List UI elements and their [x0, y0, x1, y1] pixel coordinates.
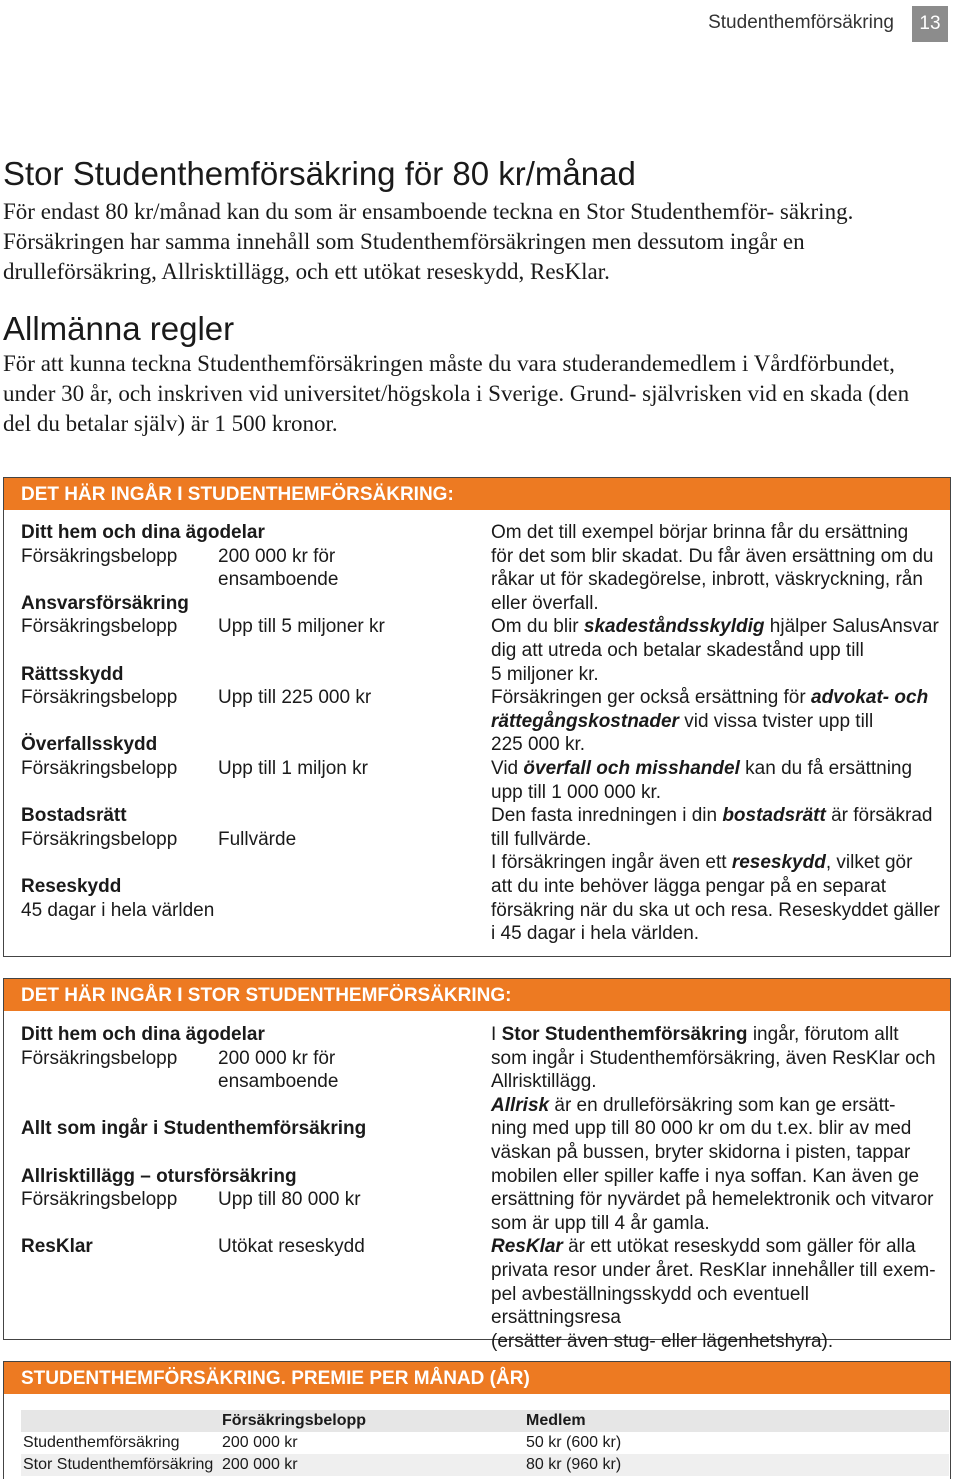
item-name: Reseskydd — [21, 875, 122, 897]
regler-heading: Allmänna regler — [3, 310, 235, 347]
item-value: Utökat reseskydd — [218, 1236, 365, 1258]
item-name: Allrisktillägg – otursförsäkring — [21, 1165, 297, 1187]
premium-box — [3, 1361, 951, 1479]
item-label: Försäkringsbelopp — [21, 616, 178, 638]
item-name: Ansvarsförsäkring — [21, 592, 189, 614]
stor-coverage-description: I Stor Studenthemförsäkring ingår, förutom allt som ingår i Studenthemförsäkring, även ResKlar och Allrisktillägg. Allrisk är en drulleförsäkring som kan ge ersätt- ning med upp till 80 000 kr om du t.ex. blir av med väskan på bussen, bryter skidorna i pisten, tappar mobilen eller spiller kaffe i nya soffan. Kan även ge ersättning för nyvärdet på hemelektronik och vitvaror som är upp till 4 år gamla. ResKlar är ett utökat reseskydd som gäller för alla privata resor under året. ResKlar innehåller till exem- pel avbeställningsskydd och eventuell ersättningsresa (ersätter även stug- eller lägenhetshyra). — [491, 1024, 936, 1352]
item-label: Försäkringsbelopp — [21, 1189, 178, 1211]
running-title: Studenthemförsäkring — [708, 12, 894, 33]
coverage-description: Om det till exempel börjar brinna får du ersättning för det som blir skadat. Du får även ersättning om du råkar ut för skadegörelse, inbrott, väskryckning, rån eller överfall. Om du blir skadeståndsskyldig hjälper SalusAnsvar dig att utreda och betalar skadestånd upp till 5 miljoner kr. Försäkringen ger också ersättning för advokat- och rättegångskostnader vid vissa tvister upp till 225 000 kr. Vid överfall och misshandel kan du få ersättning upp till 1 000 000 kr. Den fasta inredningen i din bostadsrätt är försäkrad till fullvärde. I försäkringen ingår även ett reseskydd, vilket gör att du inte behöver lägga pengar på en separat försäkring när du ska ut och resa. Reseskyddet gäller i 45 dagar i hela världen. — [491, 522, 940, 945]
premium-box-title: STUDENTHEMFÖRSÄKRING. PREMIE PER MÅNAD (ÅR) — [4, 1362, 950, 1394]
stor-text: För endast 80 kr/månad kan du som är ensamboende teckna en Stor Studenthemför- säkring. Försäkringen har samma innehåll som Studenthemförsäkringen men dessutom ingår en drulleförsäkring, Allrisktillägg, och ett utökat reseskydd, ResKlar. — [3, 199, 854, 284]
stor-coverage-box-title: DET HÄR INGÅR I STOR STUDENTHEMFÖRSÄKRING: — [4, 979, 950, 1011]
item-name: Rättsskydd — [21, 663, 124, 685]
column-header: Medlem — [526, 1412, 586, 1429]
coverage-box — [3, 477, 951, 957]
item-value: Upp till 1 miljon kr — [218, 757, 368, 779]
page-number: 13 — [912, 6, 948, 42]
item-name: Ditt hem och dina ägodelar — [21, 1024, 265, 1045]
item-label: Försäkringsbelopp — [21, 1047, 178, 1069]
table-header-row — [21, 1410, 949, 1432]
table-row: Studenthemförsäkring 200 000 kr 50 kr (600 kr) — [23, 1434, 622, 1451]
item-value: ensamboende — [218, 1071, 339, 1093]
item-label: Försäkringsbelopp — [21, 545, 178, 567]
item-value: 200 000 kr för — [218, 1047, 336, 1069]
item-value: Upp till 225 000 kr — [218, 687, 372, 709]
item-name: Bostadsrätt — [21, 805, 127, 827]
coverage-box-title: DET HÄR INGÅR I STUDENTHEMFÖRSÄKRING: — [4, 478, 950, 510]
item-name: Ditt hem och dina ägodelar — [21, 522, 265, 543]
item-value: ensamboende — [218, 569, 339, 591]
item-value: Upp till 80 000 kr — [218, 1189, 361, 1211]
item-value: 200 000 kr för — [218, 545, 336, 567]
page-header — [0, 0, 960, 48]
column-header: Försäkringsbelopp — [222, 1412, 367, 1429]
coverage-list — [21, 521, 461, 922]
item-label: Försäkringsbelopp — [21, 828, 178, 850]
stor-coverage-box — [3, 978, 951, 1352]
item-label: Försäkringsbelopp — [21, 687, 178, 709]
regler-text: För att kunna teckna Studenthemförsäkringen måste du vara studerandemedlem i Vårdförbundet, under 30 år, och inskriven vid universitet/högskola i Sverige. Grund- självrisken vid en skada (den del du betalar själv) är 1 500 kronor. — [3, 351, 910, 436]
table-row: Stor Studenthemförsäkring 200 000 kr 80 kr (960 kr) — [21, 1454, 949, 1476]
item-name: Överfallsskydd — [21, 734, 158, 756]
item-label: 45 dagar i hela världen — [21, 899, 215, 921]
premium-table — [21, 1410, 949, 1476]
item-value: Fullvärde — [218, 828, 297, 850]
item-name: ResKlar — [21, 1236, 93, 1258]
item-value: Upp till 5 miljoner kr — [218, 616, 385, 638]
stor-coverage-list — [21, 1023, 461, 1259]
item-name: Allt som ingår i Studenthemförsäkring — [21, 1118, 367, 1140]
item-label: Försäkringsbelopp — [21, 757, 178, 779]
stor-heading: Stor Studenthemförsäkring för 80 kr/månad — [3, 155, 636, 192]
